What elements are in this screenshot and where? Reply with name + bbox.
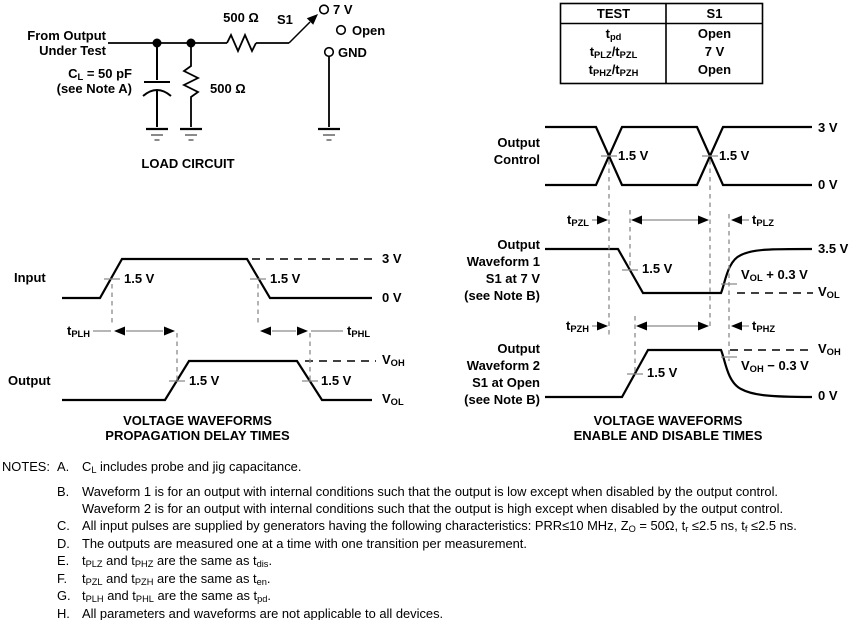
table-cell-test-tpd: $t_{pd}$	[605, 26, 622, 43]
shunt-resistor-symbol	[184, 43, 198, 127]
tphz-label: $t_{PHZ}$	[752, 318, 776, 335]
switch-terminal-gnd	[325, 48, 334, 57]
input-low-level-label: 0 V	[382, 290, 402, 305]
waveform2-threshold-label: 1.5 V	[647, 365, 678, 380]
switch-position-open-label: Open	[352, 23, 386, 38]
switch-terminal-7v	[320, 5, 329, 14]
notes-header: NOTES:	[2, 459, 50, 474]
output-label: Output	[8, 373, 51, 388]
input-threshold-label-fall: 1.5 V	[270, 271, 301, 286]
waveform2-label: Output Waveform 2 S1 at Open (see Note B)	[464, 341, 540, 407]
enable-disable-title-line1: VOLTAGE WAVEFORMS	[593, 413, 743, 428]
control-threshold-label-2: 1.5 V	[719, 148, 750, 163]
voh-minus-03-label: $V_{OH} - 0.3$ V	[741, 358, 809, 375]
note-c-letter: C.	[57, 518, 70, 533]
table-cell-s1-7v: 7 V	[704, 44, 725, 59]
note-c-text: All input pulses are supplied by generators having the following characteristics: PRR≤10 MHz, $Z_O = 50\Omega$, $t_r \le 2.5$ ns, $t_f \le 2.5$ ns.	[82, 518, 797, 535]
note-d-text: The outputs are measured one at a time with one transition per measurement.	[82, 536, 527, 551]
capacitor-symbol	[143, 43, 171, 127]
vol-level-label: $V_{OL}$	[818, 284, 840, 301]
tpzl-label: $t_{PZL}$	[567, 212, 589, 229]
control-threshold-label-1: 1.5 V	[618, 148, 649, 163]
enable-disable-title-line2: ENABLE AND DISABLE TIMES	[573, 428, 763, 443]
load-capacitance-label: $C_L = 50$ pF (see Note A)	[56, 66, 132, 96]
output-threshold-label-fall: 1.5 V	[321, 373, 352, 388]
note-a-text: $C_L$ includes probe and jig capacitance.	[82, 459, 302, 476]
load-circuit-title: LOAD CIRCUIT	[141, 156, 235, 171]
note-b-text-line1: Waveform 1 is for an output with internal conditions such that the output is low except when disabled by the output control.	[82, 484, 779, 499]
table-cell-s1-open: Open	[697, 26, 732, 41]
series-resistor-label: 500 Ω	[223, 10, 259, 25]
note-b-letter: B.	[57, 484, 70, 499]
table-header-s1: S1	[706, 6, 723, 21]
output-control-label: Output Control	[493, 135, 540, 167]
table-cell-test-tplz: $t_{PLZ}/t_{PZL}$	[589, 44, 638, 61]
tplz-label: $t_{PLZ}$	[752, 212, 774, 229]
from-output-label: From Output Under Test	[27, 28, 106, 58]
vol-plus-03-label: $V_{OL} + 0.3$ V	[741, 267, 808, 284]
note-e-letter: E.	[57, 553, 70, 568]
note-d-letter: D.	[57, 536, 70, 551]
voh-level-label: $V_{OH}$	[382, 352, 405, 369]
table-cell-s1-open2: Open	[697, 62, 732, 77]
vol-level-label: $V_{OL}$	[382, 391, 404, 408]
tphl-label: $t_{PHL}$	[347, 323, 371, 340]
threshold-ticks	[104, 279, 318, 381]
note-f-letter: F.	[57, 571, 68, 586]
load-circuit-graphics	[108, 5, 345, 140]
note-g-text: $t_{PLH}$ and $t_{PHL}$ are the same as $t_{pd}$.	[82, 588, 272, 605]
prop-delay-title-line2: PROPAGATION DELAY TIMES	[105, 428, 290, 443]
tplh-label: $t_{PLH}$	[66, 323, 90, 340]
enable-disable-graphics	[545, 127, 813, 397]
waveform1-label: Output Waveform 1 S1 at 7 V (see Note B)	[464, 237, 540, 303]
output-control-trace-b	[545, 127, 812, 185]
switch-position-7v-label: 7 V	[333, 2, 353, 17]
note-b-text-line2: Waveform 2 is for an output with internal conditions such that the output is high except when disabled by the output control.	[82, 501, 784, 516]
voh-level-label-right: $V_{OH}$	[818, 341, 841, 358]
switch-s1-label: S1	[277, 12, 293, 27]
prop-delay-title-line1: VOLTAGE WAVEFORMS	[123, 413, 272, 428]
ground-symbols	[146, 129, 340, 140]
table-header-test: TEST	[596, 6, 631, 21]
output-control-trace-a	[545, 127, 812, 185]
switch-terminal-open	[337, 26, 346, 35]
tpzh-label: $t_{PZH}$	[565, 318, 589, 335]
waveform1-threshold-label: 1.5 V	[642, 261, 673, 276]
note-g-letter: G.	[57, 588, 71, 603]
switch-position-gnd-label: GND	[338, 45, 367, 60]
output-threshold-label-rise: 1.5 V	[189, 373, 220, 388]
series-resistor-symbol	[227, 35, 256, 51]
input-high-level-label: 3 V	[382, 251, 402, 266]
shunt-resistor-label: 500 Ω	[210, 81, 246, 96]
waveform1-high-level-label: 3.5 V	[818, 241, 849, 256]
note-f-text: $t_{PZL}$ and $t_{PZH}$ are the same as $t_{en}$.	[82, 571, 271, 588]
note-a-letter: A.	[57, 459, 70, 474]
input-threshold-label-rise: 1.5 V	[124, 271, 155, 286]
note-e-text: $t_{PLZ}$ and $t_{PHZ}$ are the same as $t_{dis}$.	[82, 553, 273, 570]
note-h-letter: H.	[57, 606, 70, 620]
control-high-level-label: 3 V	[818, 120, 838, 135]
input-label: Input	[14, 270, 46, 285]
table-cell-test-tphz: $t_{PHZ}/t_{PZH}$	[588, 62, 639, 79]
control-low-level-label: 0 V	[818, 177, 838, 192]
waveform2-low-level-label: 0 V	[818, 388, 838, 403]
note-h-text: All parameters and waveforms are not applicable to all devices.	[82, 606, 444, 620]
